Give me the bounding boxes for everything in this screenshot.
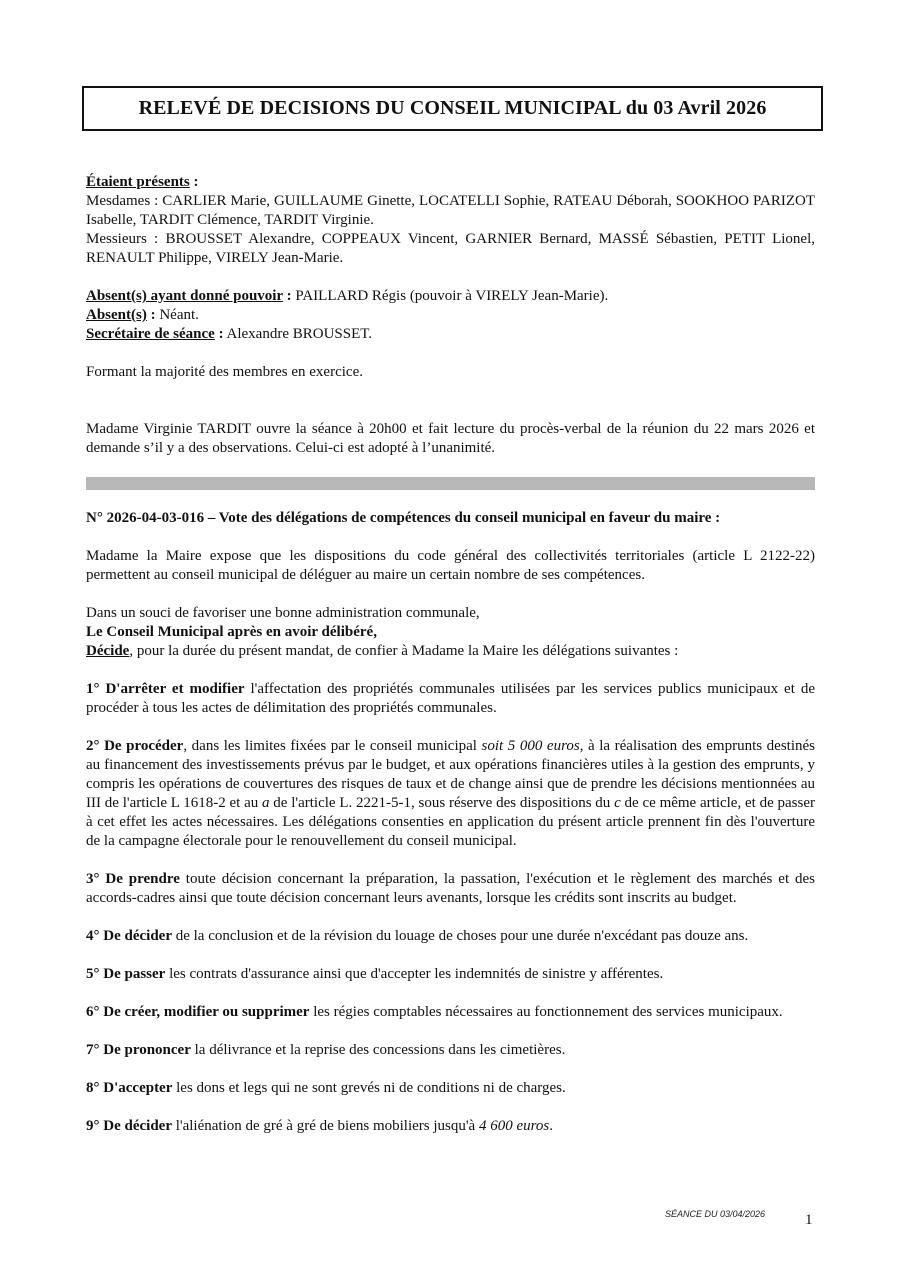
delegation-item: 2° De procéder, dans les limites fixées par le conseil municipal soit 5 000 euros, à la réalisation des emprunts destinés au financement des investissements prévus par le budget, et aux opérations financières utiles à la gestion des emprunts, y compris les opérations de couvertures des risques de taux et de change ainsi que de prendre les décisions mentionnées au III de l'article L 1618-2 et au a de l'article L. 2221-5-1, sous réserve des dispositions du c de ce même article, et de passer à cet effet les actes nécessaires. Les délégations consenties en application du présent article prennent fin dès l'ouverture de la campagne électorale pour le renouvellement du conseil municipal. xyxy=(86,738,816,849)
present-heading: Étaient présents : xyxy=(86,174,199,190)
page-number: 1 xyxy=(805,1212,813,1228)
delegation-item: 9° De décider l'aliénation de gré à gré de biens mobiliers jusqu'à 4 600 euros. xyxy=(86,1118,553,1134)
concern-line: Dans un souci de favoriser une bonne administration communale, xyxy=(86,605,480,621)
messieurs-list: Messieurs : BROUSSET Alexandre, COPPEAUX Vincent, GARNIER Bernard, MASSÉ Sébastien, PETIT Lionel, RENAULT Philippe, VIRELY Jean-Marie. xyxy=(86,231,815,266)
deliberation-intro: Madame la Maire expose que les dispositions du code général des collectivités territoriales (article L 2122-22) permettent au conseil municipal de déléguer au maire un certain nombre de ses compétences. xyxy=(86,548,815,583)
session-stamp: SÉANCE DU 03/04/2026 xyxy=(665,1209,766,1219)
secretary-line: Secrétaire de séance : Alexandre BROUSSET. xyxy=(86,326,373,342)
mesdames-list: Mesdames : CARLIER Marie, GUILLAUME Ginette, LOCATELLI Sophie, RATEAU Déborah, SOOKHOO PARIZOT Isabelle, TARDIT Clémence, TARDIT Virginie. xyxy=(86,193,815,228)
deliberation-heading: N° 2026-04-03-016 – Vote des délégations de compétences du conseil municipal en faveur du maire : xyxy=(86,510,721,526)
delegation-item: 1° D'arrêter et modifier l'affectation des propriétés communales utilisées par les services publics municipaux et de procéder à tous les actes de délimitation des propriétés communales. xyxy=(86,681,815,716)
delegation-item: 3° De prendre toute décision concernant la préparation, la passation, l'exécution et le règlement des marchés et des accords-cadres ainsi que toute décision concernant leurs avenants, lorsque les crédits sont inscrits au budget. xyxy=(86,871,815,906)
proxy-line: Absent(s) ayant donné pouvoir : PAILLARD Régis (pouvoir à VIRELY Jean-Marie). xyxy=(86,288,609,304)
delegation-item: 8° D'accepter les dons et legs qui ne sont grevés ni de conditions ni de charges. xyxy=(86,1080,566,1096)
document-body xyxy=(86,173,815,1136)
quorum-line: Formant la majorité des membres en exercice. xyxy=(86,364,363,380)
decide-line: Décide, pour la durée du présent mandat, de confier à Madame la Maire les délégations suivantes : xyxy=(86,643,679,659)
delegation-item: 4° De décider de la conclusion et de la révision du louage de choses pour une durée n'excédant pas douze ans. xyxy=(86,928,749,944)
delegation-item: 5° De passer les contrats d'assurance ainsi que d'accepter les indemnités de sinistre y afférentes. xyxy=(86,966,664,982)
present-label: Étaient présents xyxy=(86,174,190,190)
delegation-item: 6° De créer, modifier ou supprimer les régies comptables nécessaires au fonctionnement des services municipaux. xyxy=(86,1004,783,1020)
opening-paragraph: Madame Virginie TARDIT ouvre la séance à 20h00 et fait lecture du procès-verbal de la réunion du 22 mars 2026 et demande s’il y a des observations. Celui-ci est adopté à l’unanimité. xyxy=(86,421,815,456)
delegation-item: 7° De prononcer la délivrance et la reprise des concessions dans les cimetières. xyxy=(86,1042,566,1058)
council-line: Le Conseil Municipal après en avoir délibéré, xyxy=(86,624,377,640)
absent-line: Absent(s) : Néant. xyxy=(86,307,199,323)
page-title: RELEVÉ DE DECISIONS DU CONSEIL MUNICIPAL du 03 Avril 2026 xyxy=(138,97,767,119)
section-separator xyxy=(86,477,815,490)
title-box xyxy=(82,86,823,131)
